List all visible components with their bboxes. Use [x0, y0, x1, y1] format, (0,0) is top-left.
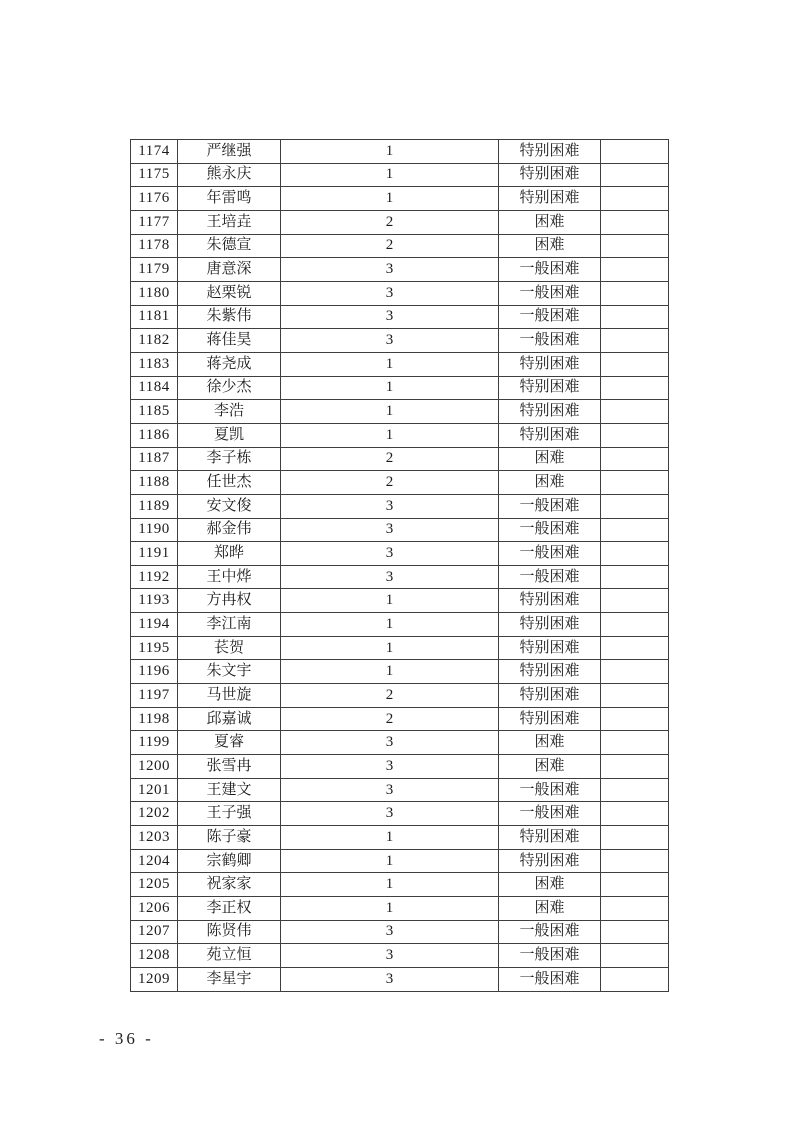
row-id-cell: 1187 — [131, 447, 178, 471]
name-cell: 王子强 — [178, 802, 281, 826]
level-cell: 一般困难 — [499, 258, 601, 282]
note-cell — [601, 849, 669, 873]
note-cell — [601, 163, 669, 187]
note-cell — [601, 376, 669, 400]
row-id-cell: 1206 — [131, 897, 178, 921]
table-row — [131, 684, 669, 708]
note-cell — [601, 944, 669, 968]
note-cell — [601, 518, 669, 542]
count-cell: 1 — [281, 400, 499, 424]
table-row — [131, 873, 669, 897]
row-id-cell: 1202 — [131, 802, 178, 826]
level-cell: 特别困难 — [499, 400, 601, 424]
count-cell: 3 — [281, 305, 499, 329]
note-cell — [601, 305, 669, 329]
level-cell: 特别困难 — [499, 707, 601, 731]
count-cell: 1 — [281, 140, 499, 164]
row-id-cell: 1186 — [131, 423, 178, 447]
table-row — [131, 518, 669, 542]
count-cell: 3 — [281, 542, 499, 566]
table-row — [131, 376, 669, 400]
note-cell — [601, 613, 669, 637]
table-row — [131, 210, 669, 234]
count-cell: 1 — [281, 589, 499, 613]
count-cell: 1 — [281, 352, 499, 376]
level-cell: 一般困难 — [499, 967, 601, 991]
name-cell: 王培垚 — [178, 210, 281, 234]
table-row — [131, 423, 669, 447]
row-id-cell: 1179 — [131, 258, 178, 282]
note-cell — [601, 897, 669, 921]
count-cell: 3 — [281, 329, 499, 353]
note-cell — [601, 210, 669, 234]
name-cell: 熊永庆 — [178, 163, 281, 187]
table-row — [131, 660, 669, 684]
name-cell: 方冉权 — [178, 589, 281, 613]
count-cell: 3 — [281, 755, 499, 779]
note-cell — [601, 589, 669, 613]
count-cell: 1 — [281, 873, 499, 897]
name-cell: 李子栋 — [178, 447, 281, 471]
level-cell: 困难 — [499, 210, 601, 234]
note-cell — [601, 187, 669, 211]
name-cell: 任世杰 — [178, 471, 281, 495]
table-row — [131, 234, 669, 258]
count-cell: 2 — [281, 234, 499, 258]
level-cell: 特别困难 — [499, 140, 601, 164]
note-cell — [601, 234, 669, 258]
row-id-cell: 1204 — [131, 849, 178, 873]
name-cell: 邱嘉诚 — [178, 707, 281, 731]
level-cell: 特别困难 — [499, 589, 601, 613]
count-cell: 3 — [281, 565, 499, 589]
table-row — [131, 849, 669, 873]
level-cell: 一般困难 — [499, 565, 601, 589]
name-cell: 李正权 — [178, 897, 281, 921]
table-row — [131, 802, 669, 826]
count-cell: 1 — [281, 187, 499, 211]
row-id-cell: 1207 — [131, 920, 178, 944]
count-cell: 3 — [281, 281, 499, 305]
table-row — [131, 755, 669, 779]
name-cell: 马世旋 — [178, 684, 281, 708]
table-row — [131, 305, 669, 329]
row-id-cell: 1175 — [131, 163, 178, 187]
table-row — [131, 187, 669, 211]
row-id-cell: 1208 — [131, 944, 178, 968]
count-cell: 1 — [281, 897, 499, 921]
table-row — [131, 447, 669, 471]
note-cell — [601, 565, 669, 589]
name-cell: 朱文宇 — [178, 660, 281, 684]
level-cell: 特别困难 — [499, 684, 601, 708]
level-cell: 特别困难 — [499, 187, 601, 211]
count-cell: 3 — [281, 518, 499, 542]
level-cell: 困难 — [499, 447, 601, 471]
table-row — [131, 707, 669, 731]
count-cell: 3 — [281, 920, 499, 944]
level-cell: 特别困难 — [499, 376, 601, 400]
name-cell: 夏凯 — [178, 423, 281, 447]
row-id-cell: 1191 — [131, 542, 178, 566]
count-cell: 3 — [281, 802, 499, 826]
row-id-cell: 1201 — [131, 778, 178, 802]
row-id-cell: 1182 — [131, 329, 178, 353]
table-row — [131, 826, 669, 850]
table-row — [131, 400, 669, 424]
name-cell: 苌贺 — [178, 636, 281, 660]
note-cell — [601, 329, 669, 353]
name-cell: 蒋佳昊 — [178, 329, 281, 353]
note-cell — [601, 967, 669, 991]
row-id-cell: 1192 — [131, 565, 178, 589]
table-row — [131, 897, 669, 921]
row-id-cell: 1184 — [131, 376, 178, 400]
row-id-cell: 1196 — [131, 660, 178, 684]
level-cell: 一般困难 — [499, 944, 601, 968]
level-cell: 特别困难 — [499, 660, 601, 684]
level-cell: 特别困难 — [499, 636, 601, 660]
row-id-cell: 1185 — [131, 400, 178, 424]
count-cell: 3 — [281, 494, 499, 518]
note-cell — [601, 731, 669, 755]
note-cell — [601, 873, 669, 897]
row-id-cell: 1178 — [131, 234, 178, 258]
table-row — [131, 920, 669, 944]
name-cell: 李浩 — [178, 400, 281, 424]
table-row — [131, 778, 669, 802]
row-id-cell: 1199 — [131, 731, 178, 755]
note-cell — [601, 920, 669, 944]
level-cell: 困难 — [499, 873, 601, 897]
note-cell — [601, 258, 669, 282]
table-row — [131, 258, 669, 282]
level-cell: 特别困难 — [499, 613, 601, 637]
note-cell — [601, 494, 669, 518]
count-cell: 3 — [281, 778, 499, 802]
table-row — [131, 163, 669, 187]
name-cell: 严继强 — [178, 140, 281, 164]
row-id-cell: 1195 — [131, 636, 178, 660]
table-row — [131, 731, 669, 755]
count-cell: 3 — [281, 731, 499, 755]
row-id-cell: 1197 — [131, 684, 178, 708]
roster-table — [130, 139, 669, 992]
note-cell — [601, 471, 669, 495]
table-row — [131, 967, 669, 991]
name-cell: 郝金伟 — [178, 518, 281, 542]
name-cell: 唐意深 — [178, 258, 281, 282]
count-cell: 3 — [281, 258, 499, 282]
name-cell: 陈贤伟 — [178, 920, 281, 944]
name-cell: 朱德宣 — [178, 234, 281, 258]
table-row — [131, 613, 669, 637]
note-cell — [601, 352, 669, 376]
row-id-cell: 1174 — [131, 140, 178, 164]
name-cell: 赵栗锐 — [178, 281, 281, 305]
name-cell: 宗鹤卿 — [178, 849, 281, 873]
table-row — [131, 589, 669, 613]
name-cell: 徐少杰 — [178, 376, 281, 400]
note-cell — [601, 423, 669, 447]
row-id-cell: 1200 — [131, 755, 178, 779]
count-cell: 1 — [281, 163, 499, 187]
count-cell: 2 — [281, 447, 499, 471]
level-cell: 困难 — [499, 731, 601, 755]
row-id-cell: 1180 — [131, 281, 178, 305]
row-id-cell: 1188 — [131, 471, 178, 495]
level-cell: 一般困难 — [499, 778, 601, 802]
count-cell: 2 — [281, 684, 499, 708]
note-cell — [601, 542, 669, 566]
level-cell: 困难 — [499, 471, 601, 495]
row-id-cell: 1203 — [131, 826, 178, 850]
name-cell: 李江南 — [178, 613, 281, 637]
table-row — [131, 542, 669, 566]
name-cell: 年雷鸣 — [178, 187, 281, 211]
row-id-cell: 1189 — [131, 494, 178, 518]
note-cell — [601, 755, 669, 779]
row-id-cell: 1209 — [131, 967, 178, 991]
note-cell — [601, 802, 669, 826]
level-cell: 一般困难 — [499, 305, 601, 329]
count-cell: 1 — [281, 636, 499, 660]
note-cell — [601, 778, 669, 802]
count-cell: 1 — [281, 423, 499, 447]
count-cell: 1 — [281, 826, 499, 850]
note-cell — [601, 826, 669, 850]
name-cell: 张雪冉 — [178, 755, 281, 779]
level-cell: 特别困难 — [499, 423, 601, 447]
count-cell: 3 — [281, 944, 499, 968]
page-number: - 36 - — [99, 1029, 154, 1048]
row-id-cell: 1198 — [131, 707, 178, 731]
count-cell: 1 — [281, 613, 499, 637]
name-cell: 蒋尧成 — [178, 352, 281, 376]
table-row — [131, 636, 669, 660]
name-cell: 李星宇 — [178, 967, 281, 991]
level-cell: 特别困难 — [499, 826, 601, 850]
level-cell: 一般困难 — [499, 518, 601, 542]
table-row — [131, 494, 669, 518]
table-row — [131, 140, 669, 164]
row-id-cell: 1205 — [131, 873, 178, 897]
row-id-cell: 1176 — [131, 187, 178, 211]
note-cell — [601, 400, 669, 424]
level-cell: 特别困难 — [499, 352, 601, 376]
row-id-cell: 1193 — [131, 589, 178, 613]
note-cell — [601, 140, 669, 164]
name-cell: 安文俊 — [178, 494, 281, 518]
row-id-cell: 1183 — [131, 352, 178, 376]
level-cell: 一般困难 — [499, 281, 601, 305]
count-cell: 3 — [281, 967, 499, 991]
count-cell: 1 — [281, 376, 499, 400]
count-cell: 2 — [281, 210, 499, 234]
table-row — [131, 944, 669, 968]
table-row — [131, 329, 669, 353]
row-id-cell: 1181 — [131, 305, 178, 329]
level-cell: 困难 — [499, 897, 601, 921]
count-cell: 2 — [281, 471, 499, 495]
level-cell: 一般困难 — [499, 542, 601, 566]
row-id-cell: 1177 — [131, 210, 178, 234]
level-cell: 一般困难 — [499, 802, 601, 826]
table-row — [131, 281, 669, 305]
note-cell — [601, 707, 669, 731]
name-cell: 王中烨 — [178, 565, 281, 589]
level-cell: 一般困难 — [499, 329, 601, 353]
table-row — [131, 565, 669, 589]
note-cell — [601, 281, 669, 305]
name-cell: 陈子豪 — [178, 826, 281, 850]
name-cell: 苑立恒 — [178, 944, 281, 968]
level-cell: 困难 — [499, 755, 601, 779]
note-cell — [601, 636, 669, 660]
note-cell — [601, 660, 669, 684]
level-cell: 困难 — [499, 234, 601, 258]
note-cell — [601, 447, 669, 471]
note-cell — [601, 684, 669, 708]
row-id-cell: 1194 — [131, 613, 178, 637]
table-row — [131, 471, 669, 495]
table-row — [131, 352, 669, 376]
level-cell: 特别困难 — [499, 163, 601, 187]
level-cell: 特别困难 — [499, 849, 601, 873]
name-cell: 夏睿 — [178, 731, 281, 755]
name-cell: 郑晔 — [178, 542, 281, 566]
name-cell: 祝家家 — [178, 873, 281, 897]
name-cell: 王建文 — [178, 778, 281, 802]
row-id-cell: 1190 — [131, 518, 178, 542]
name-cell: 朱紫伟 — [178, 305, 281, 329]
level-cell: 一般困难 — [499, 494, 601, 518]
count-cell: 1 — [281, 849, 499, 873]
count-cell: 1 — [281, 660, 499, 684]
count-cell: 2 — [281, 707, 499, 731]
level-cell: 一般困难 — [499, 920, 601, 944]
